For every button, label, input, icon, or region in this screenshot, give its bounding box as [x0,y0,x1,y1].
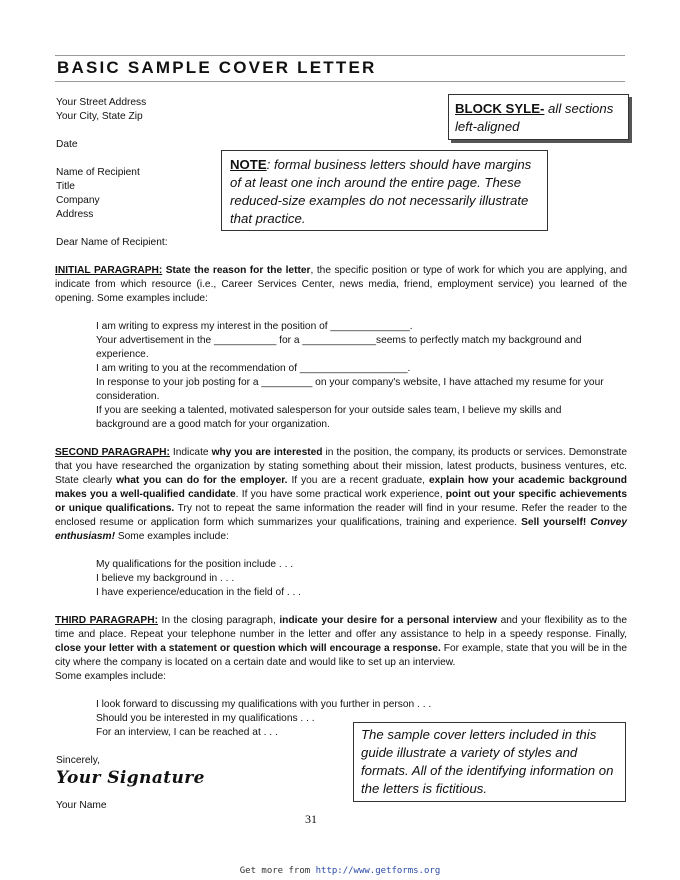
note-heading: NOTE [230,157,267,172]
sender-address [56,96,146,124]
page-title: BASIC SAMPLE COVER LETTER [57,58,377,77]
block-style-heading: BLOCK SYLE- [455,101,545,116]
block-style-text: all sections left-aligned [455,101,614,134]
third-paragraph [55,614,627,684]
list-item: I believe my background in . . . [96,573,235,584]
recipient-address: Address [56,209,94,220]
recipient-block [56,166,140,222]
list-item: Should you be interested in my qualifications . . . [96,713,315,724]
recipient-company: Company [56,195,100,206]
title-underline-rule [55,81,625,82]
second-paragraph-emphasis: why you are interested [211,447,323,458]
initial-paragraph [55,264,627,306]
list-item: In response to your job posting for a _________ on your company's website, I have attached my resume for your consideration. [96,377,604,402]
top-rule [55,55,625,56]
sample-info-callout [353,722,626,802]
third-paragraph-emphasis: close your letter with a statement or question which will encourage a response. [55,643,441,654]
recipient-name: Name of Recipient [56,167,140,178]
list-item: I look forward to discussing my qualifications with you further in person . . . [96,699,432,710]
list-item: For an interview, I can be reached at . . . [96,727,278,738]
second-paragraph [55,446,627,544]
list-item: I am writing to express my interest in the position of ______________. [96,321,413,332]
closing: Sincerely, [56,755,100,766]
note-callout [221,150,548,231]
recipient-title: Title [56,181,75,192]
second-paragraph-text: If you are a recent graduate, [287,475,429,486]
third-paragraph-heading: THIRD PARAGRAPH: [55,615,158,626]
second-paragraph-emphasis: Convey enthusiasm! [55,517,628,542]
list-item: I am writing to you at the recommendation of ___________________. [96,363,411,374]
second-paragraph-text: . If you have some practical work experience, [235,489,446,500]
initial-examples [96,320,608,432]
list-item: I have experience/education in the field of . . . [96,587,302,598]
third-paragraph-text: For example, state that you will be in the city where the company is located on a certain date and would like to set up an interview. [55,643,628,668]
second-paragraph-text: in the position, the company, its products or services. Demonstrate that you have researched the organization by stating something about their mission, latest products, business ventures, etc. State clearly [55,447,628,486]
page-number: 31 [305,812,317,826]
third-paragraph-text: In the closing paragraph, [157,615,280,626]
salutation: Dear Name of Recipient: [56,237,168,248]
third-paragraph-emphasis: indicate your desire for a personal interview [279,615,498,626]
list-item: If you are seeking a talented, motivated salesperson for your outside sales team, I believe my skills and background are a good match for your organization. [96,405,562,430]
block-style-callout [448,94,629,140]
footer-prefix: Get more from [239,866,316,876]
second-paragraph-heading: SECOND PARAGRAPH: [55,447,170,458]
third-paragraph-text: and your flexibility as to the time and place. Repeat your telephone number in the letter and offer any assistance to help in a speedy response. Finally, [55,615,627,640]
initial-paragraph-heading: INITIAL PARAGRAPH: [55,265,163,276]
third-examples [96,698,432,740]
second-paragraph-text: Try not to repeat the same information the reader will find in your resume. Refer the reader to the enclosed resume or application form which summarizes your qualifications, training and experience. [55,503,627,528]
signature: Your Signature [56,768,205,788]
list-item: My qualifications for the position include . . . [96,559,294,570]
third-paragraph-text: Some examples include: [55,671,166,682]
date-line: Date [56,139,78,150]
list-item: Your advertisement in the ___________ for a _____________seems to perfectly match my background and experience. [96,335,582,360]
second-examples [96,558,608,600]
footer-link[interactable]: http://www.getforms.org [315,866,441,876]
sender-street: Your Street Address [56,97,147,108]
note-text: : formal business letters should have margins of at least one inch around the entire page. These reduced-size examples do not necessarily illustrate that practice. [230,157,532,226]
sample-info-text: The sample cover letters included in this guide illustrate a variety of styles and formats. All of the identifying information on the letters is fictitious. [361,727,614,796]
initial-paragraph-lead: State the reason for the letter [165,265,311,276]
second-paragraph-emphasis: point out your specific achievements or unique qualifications. [55,489,627,514]
second-paragraph-emphasis: Sell yourself! [521,517,591,528]
second-paragraph-text: Indicate [169,447,212,458]
second-paragraph-emphasis: what you can do for the employer. [116,475,288,486]
footer [0,866,680,876]
sender-city-state-zip: Your City, State Zip [56,111,143,122]
second-paragraph-text: Some examples include: [115,531,229,542]
initial-paragraph-body: , the specific position or type of work for which you are applying, and indicate from which resource (i.e., Career Services Center, news media, friend, employment service) you learned of the opening. Some examples include: [55,265,627,304]
second-paragraph-emphasis: explain how your academic background makes you a well-qualified candidate [55,475,627,500]
your-name: Your Name [56,800,107,811]
